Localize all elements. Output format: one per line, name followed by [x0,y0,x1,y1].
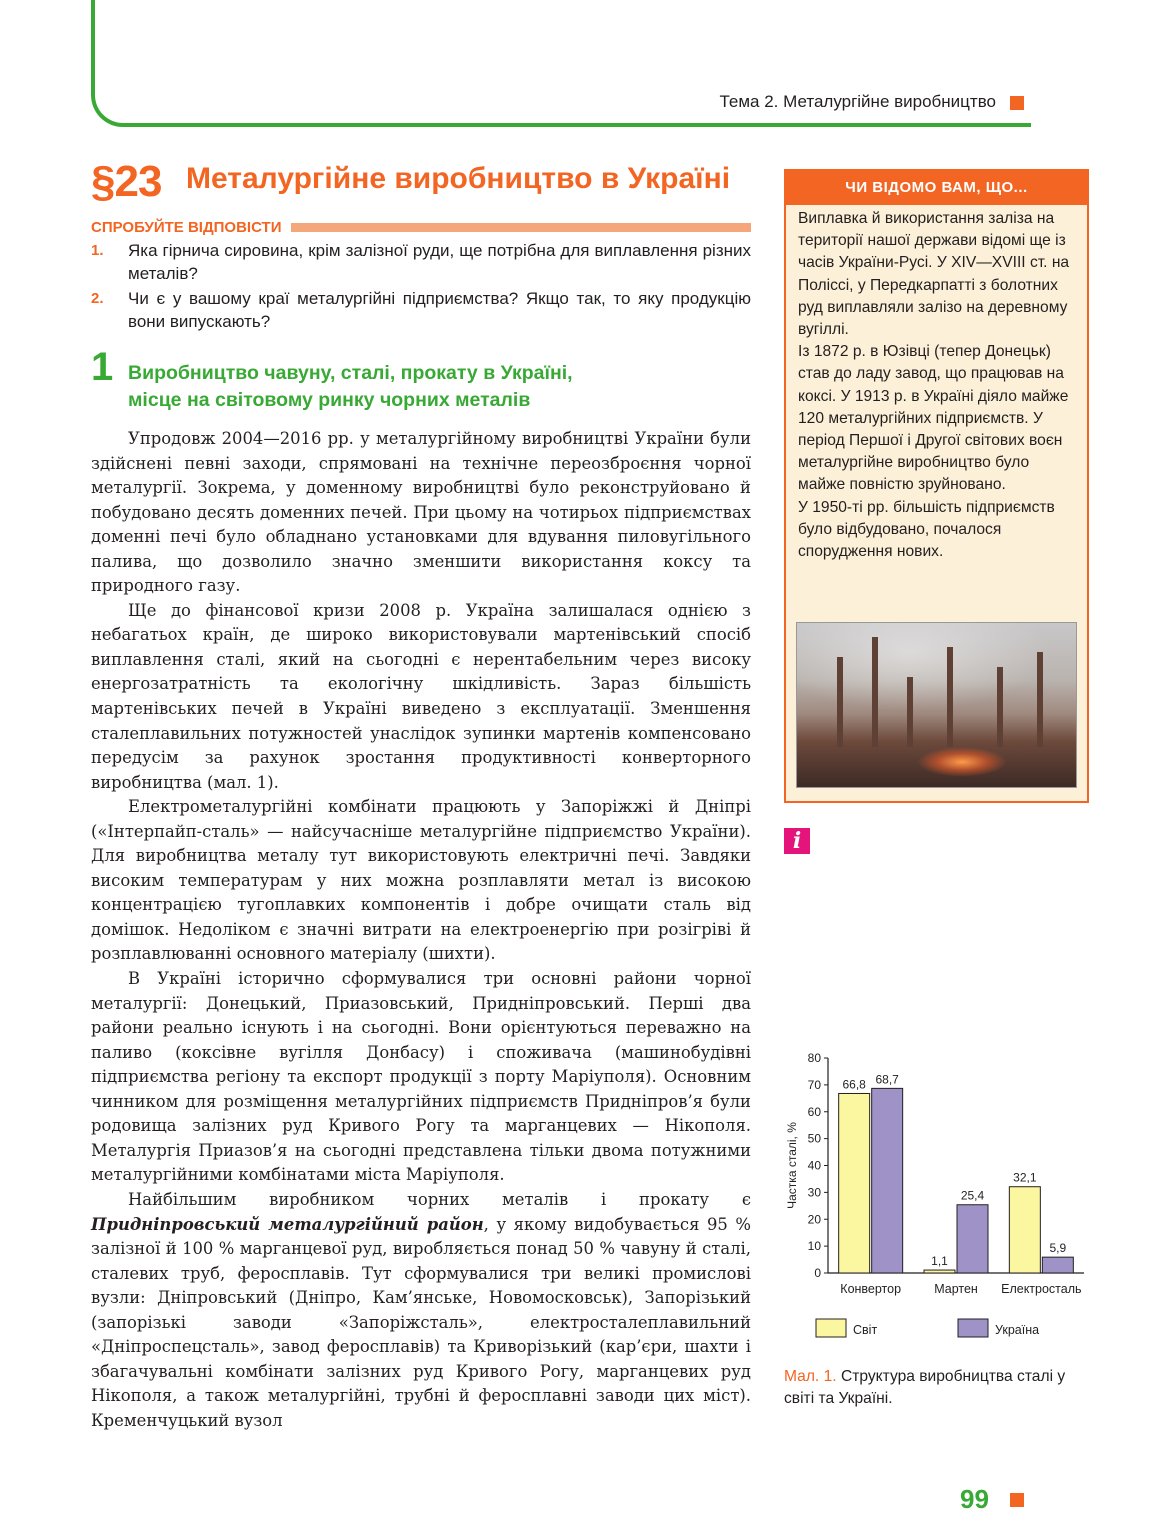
did-you-know-paragraph: У 1950-ті рр. більшість підприємств було відбудовано, почалося спорудження нових. [798,498,1055,561]
question-text: Яка гірнича сировина, крім залізної руди, ще потрібна для виплавлення різних металів? [128,241,751,283]
factory-photo [796,622,1077,788]
y-tick-label: 0 [814,1266,821,1280]
paragraph-number: §23 [91,157,162,206]
y-tick-label: 80 [807,1051,821,1065]
question-2 [91,287,751,333]
bar-value-label: 68,7 [875,1072,899,1087]
bar-value-label: 1,1 [931,1254,948,1269]
y-tick-label: 60 [807,1104,821,1119]
bar-value-label: 66,8 [842,1077,866,1092]
paragraph-title: Металургійне виробництво в Україні [186,162,731,195]
body-paragraph: Ще до фінансової кризи 2008 р. Україна залишалася однією з небагатьох країн, де широко використовували мартенівський спосіб виплавлення сталі, який на сьогодні є нерентабельним через високу енергозатратність та екологічну шкідливість. Зараз більшість мартенівських печей в Україні виведено з експлуатації. Зменшення сталеплавильних потужностей унаслідок зупинки мартенів компенсовано передусім за рахунок зростання продуктивності конверторного виробництва (мал. 1). [91,600,751,792]
footer-square-icon [1010,1493,1024,1507]
bar-ukraine [957,1205,988,1273]
caption-label: Мал. 1. [784,1368,837,1385]
bar-ukraine [1042,1257,1073,1273]
bar-world [839,1093,870,1273]
try-answer-header [91,217,751,237]
section-title-line-2: місце на світовому ринку чорних металів [128,389,531,411]
question-number: 2. [91,290,104,307]
legend-swatch [958,1319,988,1337]
legend-label: Світ [853,1323,878,1337]
try-answer-bar [291,223,751,232]
category-label: Електросталь [1001,1282,1082,1296]
bar-ukraine [872,1088,903,1273]
steel-structure-chart [784,1050,1094,1350]
bar-value-label: 25,4 [960,1188,985,1203]
try-answer-label: СПРОБУЙТЕ ВІДПОВІСТИ [91,218,282,236]
y-tick-label: 20 [807,1212,821,1227]
body-paragraph: Упродовж 2004—2016 рр. у металургійному виробництві України були здійснені певні заходи, спрямовані на технічне переозброєння чорної металургії. Зокрема, у доменному виробництві було реконструйовано й побудовано десять доменних печей. При цьому на чотирьох підприємствах доменні печі було обладнано установками для вдування пиловугільного палива, що дозволило значно зменшити використання коксу та природного газу. [91,429,751,596]
figure-caption [784,1366,1094,1410]
section-title [128,360,728,414]
question-number: 1. [91,242,104,259]
section-title-line-1: Виробництво чавуну, сталі, прокату в Україні, [128,362,573,384]
caption-text: Структура виробництва сталі у світі та Україні. [784,1368,1066,1407]
bar-value-label: 32,1 [1013,1170,1037,1185]
body-text-run: Найбільшим виробником чорних металів і прокату є [128,1189,751,1209]
did-you-know-paragraph: Виплавка й використання заліза на території нашої держави відомі ще із часів України-Русі. У XIV—XVIII ст. на Поліссі, у Передкарпатті з болотних руд виплавляли залізо на деревному вугіллі. [798,210,1070,339]
y-tick-label: 40 [807,1158,821,1173]
question-1 [91,239,751,285]
emphasized-term: Придніпровський металургійний район [91,1214,484,1234]
body-paragraph: В Україні історично сформувалися три основні райони чорної металургії: Донецький, Приазовський, Придніпровський. Перші два райони реально існують і на сьогодні. Вони орієнтуються переважно на паливо (коксівне вугілля Донбасу) і споживача (машинобудівні підприємства регіону та експорт продукції з порту Маріуполя). Основним чинником для розміщення металургійних підприємств Придніпров’я були родовища залізних руд Кривого Рогу та марганцевих — Нікополя. Металургія Приазов’я на сьогодні представлена тільки двома потужними металургійними комбінатами міста Маріуполя. [91,969,751,1185]
header-square-icon [1010,96,1024,110]
bar-value-label: 5,9 [1049,1241,1067,1256]
category-label: Мартен [934,1282,978,1296]
category-label: Конвертор [840,1282,902,1296]
did-you-know-box [784,169,1089,803]
bar-world [1009,1187,1040,1273]
did-you-know-paragraph: Із 1872 р. в Юзівці (тепер Донецьк) став до ладу завод, що працював на коксі. У 1913 р. в Україні діяло майже 120 металургійних підприємств. У період Першої і Другої світових воєн металургійне виробництво було майже повністю зруйновано. [798,343,1069,494]
body-paragraph: Електрометалургійні комбінати працюють у Запоріжжі й Дніпрі («Інтерпайп-сталь» — найсучасніше металургійне підприємство України). Для виробництва металу тут використовують електричні печі. Завдяки високим температурам у них можна розплавляти метал із високою концентрацією тугоплавких компонентів і добре очищати сталь від домішок. Недоліком є значні витрати на електроенергію при розігріві й розплавлюванні основного матеріалу (шихти). [91,797,751,964]
y-tick-label: 70 [807,1077,821,1092]
body-paragraph [91,1188,751,1433]
page-number: 99 [960,1484,989,1514]
did-you-know-heading: ЧИ ВІДОМО ВАМ, ЩО... [786,171,1087,205]
legend-label: Україна [995,1323,1040,1337]
running-title: Тема 2. Металургійне виробництво [719,92,996,111]
y-tick-label: 50 [807,1131,821,1146]
legend-swatch [816,1319,846,1337]
body-text-run: , у якому видобувається 95 % залізної й 100 % марганцевої руд, виробляється понад 50 % чавуну й сталі, сталевих труб, феросплавів. Тут сформувалися три великі промислові вузли: Дніпровський (Дніпро, Кам’янське, Новомосковськ), Запорізький (запорізькі заводи «Запоріжсталь», електросталеплавильний «Дніпроспецсталь», завод феросплавів) та Криворізький (кар’єри, шахти і збагачувальні комбінати залізних руд Кривого Рогу, марганцевих руд Нікополя, а також металургійні, трубні й феросплавні заводи цих міст). Кременчуцький вузол [91,1214,752,1430]
section-number: 1 [91,345,114,389]
info-icon: i [784,828,810,854]
y-tick-label: 10 [807,1239,821,1254]
y-tick-label: 30 [807,1185,821,1200]
y-axis-label: Частка сталі, % [785,1122,799,1209]
did-you-know-text [786,205,1087,563]
body-text [91,427,751,1433]
question-text: Чи є у вашому краї металургійні підприємства? Якщо так, то яку продукцію вони випускають? [128,289,751,331]
bar-world [924,1270,955,1273]
